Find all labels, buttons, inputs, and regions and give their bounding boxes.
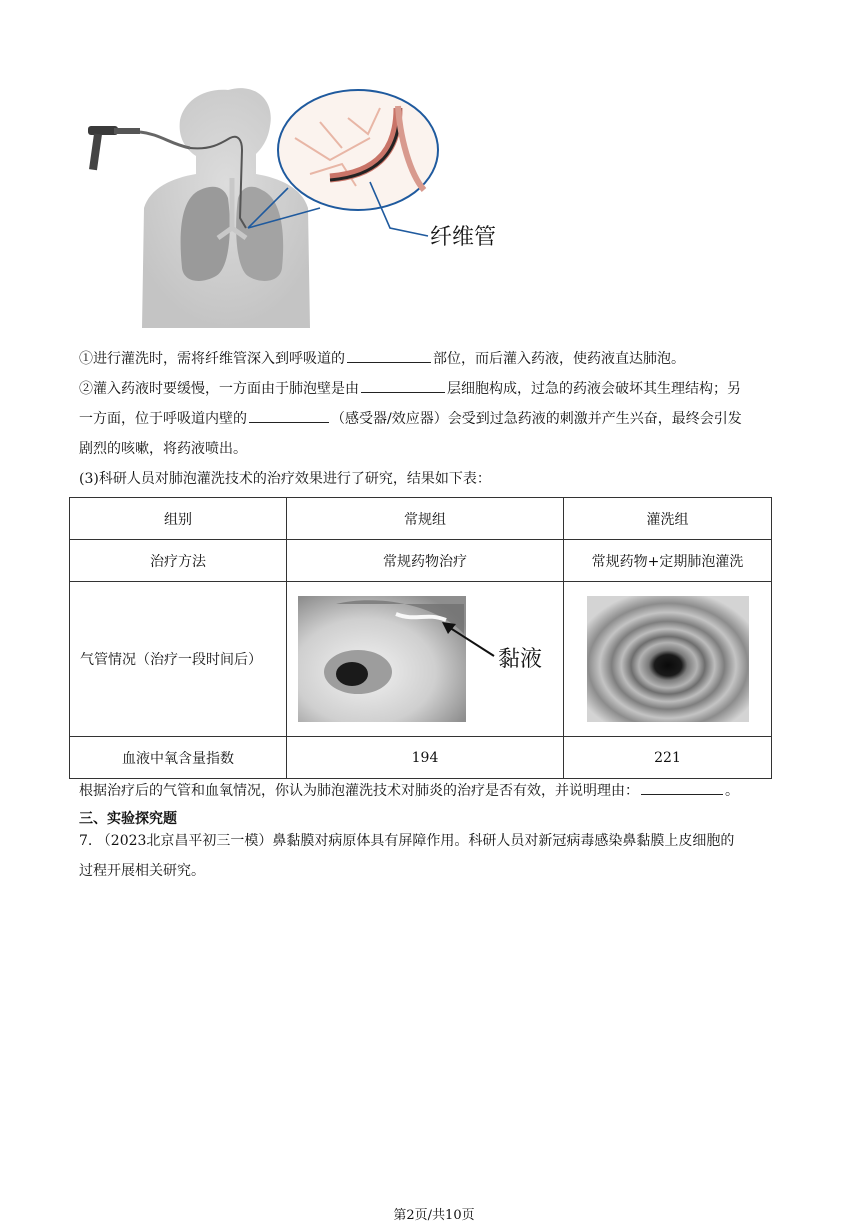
bronchoscope-icon <box>88 126 190 170</box>
question-2-mid: 层细胞构成，过急的药液会破坏其生理结构；另 <box>447 381 741 397</box>
answer-blank-2[interactable] <box>361 380 445 393</box>
question-2-line-1 <box>79 374 791 404</box>
table-cell: 常规组 <box>287 498 564 540</box>
page-number: 第2页/共10页 <box>393 1208 475 1223</box>
question-1 <box>79 344 791 374</box>
table-row <box>70 540 772 582</box>
question-2-line-2 <box>79 404 791 434</box>
fiber-tube-label: 纤维管 <box>430 225 497 250</box>
table-cell: 221 <box>564 737 772 779</box>
section-title: 三、实验探究题 <box>79 811 177 827</box>
table-cell: 治疗方法 <box>70 540 287 582</box>
trachea-mucus-image <box>296 594 554 724</box>
question-7-line-2: 过程开展相关研究。 <box>79 863 205 879</box>
table-cell: 灌洗组 <box>564 498 772 540</box>
answer-blank-3[interactable] <box>249 410 329 423</box>
table-cell: 常规药物+定期肺泡灌洗 <box>564 540 772 582</box>
conclusion-end: 。 <box>725 783 739 799</box>
mucus-label: 黏液 <box>498 647 543 672</box>
table-cell: 血液中氧含量指数 <box>70 737 287 779</box>
clear-trachea-image <box>585 594 751 724</box>
question-2-line-2-prefix: 一方面，位于呼吸道内壁的 <box>79 411 247 427</box>
table-cell: 194 <box>287 737 564 779</box>
answer-blank-1[interactable] <box>347 350 431 363</box>
table-cell: 气管情况（治疗一段时间后） <box>70 582 287 737</box>
bronchoscope-figure <box>80 78 520 333</box>
conclusion-question <box>79 776 799 806</box>
table-cell: 组别 <box>70 498 287 540</box>
table-row <box>70 498 772 540</box>
table-row <box>70 737 772 779</box>
question-1-suffix: 部位，而后灌入药液，使药液直达肺泡。 <box>433 351 685 367</box>
results-table <box>69 497 772 779</box>
question-1-prefix: ①进行灌洗时，需将纤维管深入到呼吸道的 <box>79 351 345 367</box>
conclusion-text: 根据治疗后的气管和血氧情况，你认为肺泡灌洗技术对肺炎的治疗是否有效，并说明理由： <box>79 783 639 799</box>
question-2-prefix: ②灌入药液时要缓慢，一方面由于肺泡壁是由 <box>79 381 359 397</box>
question-7-line-1: 7. （2023北京昌平初三一模）鼻黏膜对病原体具有屏障作用。科研人员对新冠病毒感染鼻黏膜上皮细胞的 <box>79 833 735 849</box>
table-row <box>70 582 772 737</box>
answer-blank-4[interactable] <box>641 782 723 795</box>
question-3: (3)科研人员对肺泡灌洗技术的治疗效果进行了研究，结果如下表： <box>79 471 491 487</box>
magnified-bronchus-view <box>278 90 438 210</box>
question-2-line-2-suffix: （感受器/效应器）会受到过急药液的刺激并产生兴奋，最终会引发 <box>331 411 742 427</box>
question-2-line-3: 剧烈的咳嗽，将药液喷出。 <box>79 441 247 457</box>
table-cell <box>564 582 772 737</box>
table-cell: 常规药物治疗 <box>287 540 564 582</box>
table-cell <box>287 582 564 737</box>
